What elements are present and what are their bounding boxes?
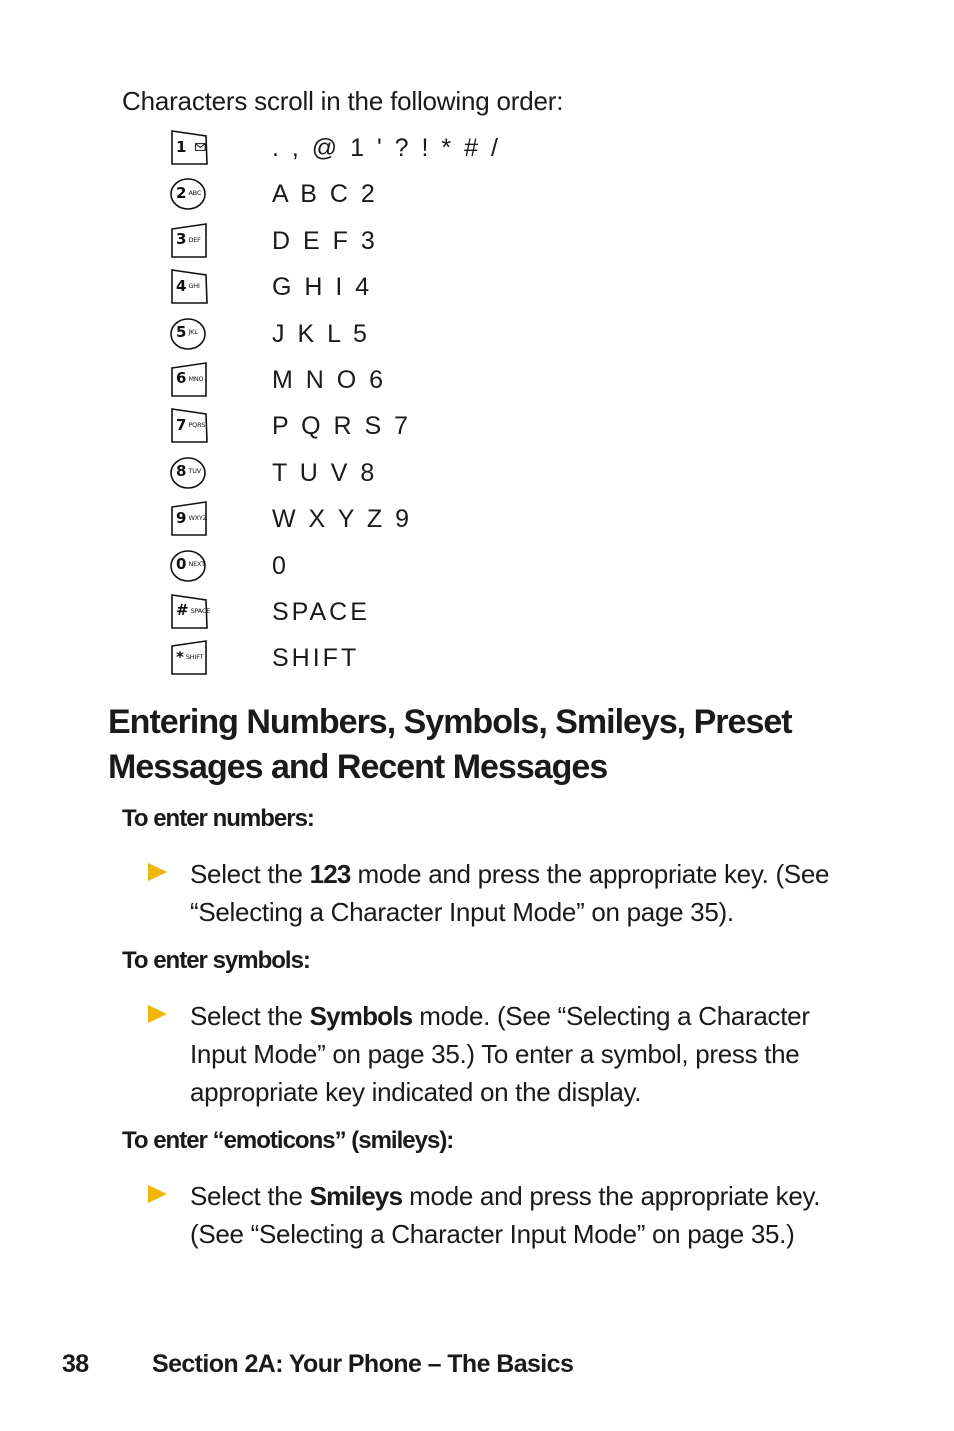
key-8-icon: 8 TUV	[170, 455, 206, 489]
key-chars: SHIFT	[272, 644, 360, 673]
key-star-icon: * SHIFT	[170, 640, 206, 674]
key-5-icon: 5 JKL	[170, 316, 206, 350]
section-title: Section 2A: Your Phone – The Basics	[152, 1350, 574, 1378]
key-row	[170, 223, 670, 269]
bullet-text: Select the 123 mode and press the appropriate key. (See “Selecting a Character Input Mode” on page 35).	[190, 859, 830, 927]
page-number: 38	[62, 1350, 89, 1378]
key-0-icon: 0 NEXT	[170, 548, 206, 582]
key-7-icon: 7 PQRS	[170, 408, 206, 442]
bullet-text: Select the Smileys mode and press the appropriate key. (See “Selecting a Character Input Mode” on page 35.)	[190, 1181, 821, 1249]
key-row	[170, 362, 670, 408]
subhead-smileys: To enter “emoticons” (smileys):	[122, 1127, 454, 1154]
key-chars: A B C 2	[272, 180, 378, 209]
subhead-symbols: To enter symbols:	[122, 947, 310, 974]
subhead-numbers: To enter numbers:	[122, 805, 314, 832]
key-chars: . , @ 1 ' ? ! * # /	[272, 134, 501, 162]
key-4-icon: 4 GHI	[170, 269, 206, 303]
section-heading: Entering Numbers, Symbols, Smileys, Preset Messages and Recent Messages	[108, 703, 792, 786]
key-chars: T U V 8	[272, 458, 378, 487]
key-chars: D E F 3	[272, 226, 378, 255]
envelope-icon	[195, 143, 206, 151]
key-row	[170, 594, 670, 640]
key-2-icon: 2 ABC	[170, 176, 206, 210]
key-row	[170, 408, 670, 454]
key-chars: W X Y Z 9	[272, 505, 413, 534]
bullet-text: Select the Symbols mode. (See “Selecting a Character Input Mode” on page 35.) To enter a symbol, press the appropriate key indicated on the display.	[190, 1001, 810, 1107]
key-row	[170, 130, 670, 176]
key-sequence-list	[170, 130, 670, 687]
key-pound-icon: # SPACE	[170, 594, 206, 628]
key-row	[170, 455, 670, 501]
key-1-icon: 1	[170, 130, 206, 164]
key-chars: SPACE	[272, 597, 370, 626]
bullet-arrow-icon	[148, 1185, 167, 1203]
key-3-icon: 3 DEF	[170, 223, 206, 257]
key-row	[170, 501, 670, 547]
key-9-icon: 9 WXYZ	[170, 501, 206, 535]
bullet-arrow-icon	[148, 863, 167, 881]
bullet-arrow-icon	[148, 1005, 167, 1023]
key-row	[170, 640, 670, 686]
key-chars: P Q R S 7	[272, 412, 412, 441]
key-6-icon: 6 MNO	[170, 362, 206, 396]
key-row	[170, 316, 670, 362]
key-chars: J K L 5	[272, 319, 370, 348]
key-row	[170, 548, 670, 594]
key-row	[170, 269, 670, 315]
intro-text: Characters scroll in the following order:	[122, 86, 564, 116]
key-chars: M N O 6	[272, 365, 387, 394]
key-chars: 0	[272, 551, 289, 580]
key-chars: G H I 4	[272, 273, 373, 302]
key-row	[170, 176, 670, 222]
